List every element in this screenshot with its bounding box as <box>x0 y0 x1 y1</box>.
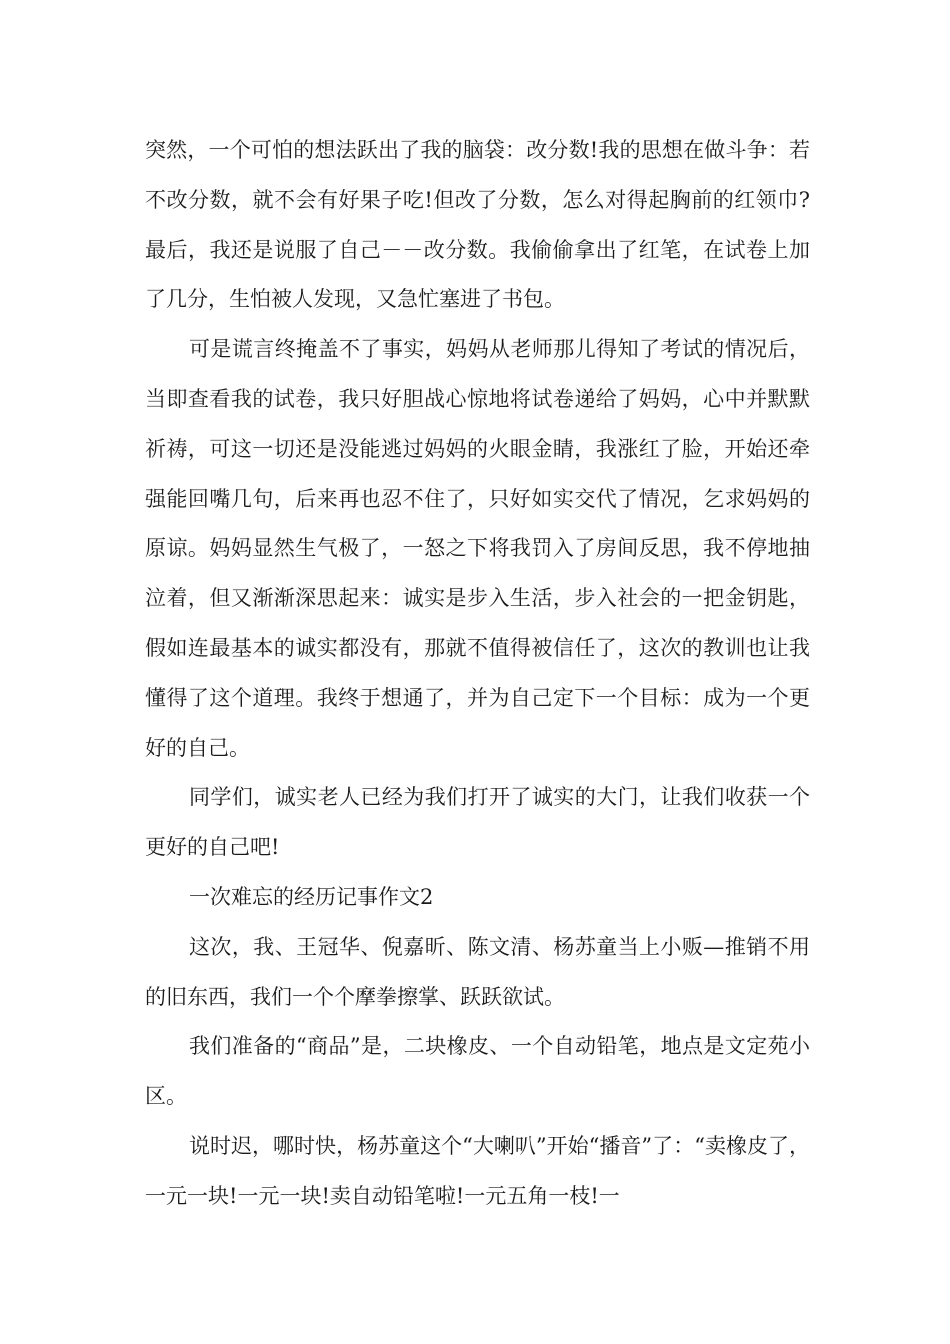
paragraph-1: 突然，一个可怕的想法跃出了我的脑袋：改分数!我的思想在做斗争：若不改分数，就不会有好果子吃!但改了分数，怎么对得起胸前的红领巾?最后，我还是说服了自己－－改分数。我偷偷拿出了红笔，在试卷上加了几分，生怕被人发现，又急忙塞进了书包。 <box>145 138 810 312</box>
section-heading: 一次难忘的经历记事作文2 <box>189 884 434 909</box>
paragraph-4: 这次，我、王冠华、倪嘉昕、陈文清、杨苏童当上小贩—推销不用的旧东西，我们一个个摩拳擦掌、跃跃欲试。 <box>145 934 810 1009</box>
document-body <box>145 126 810 1222</box>
paragraph-2: 可是谎言终掩盖不了事实，妈妈从老师那儿得知了考试的情况后，当即查看我的试卷，我只好胆战心惊地将试卷递给了妈妈，心中并默默祈祷，可这一切还是没能逃过妈妈的火眼金睛，我涨红了脸，开始还牵强能回嘴几句，后来再也忍不住了，只好如实交代了情况，乞求妈妈的原谅。妈妈显然生气极了，一怒之下将我罚入了房间反思，我不停地抽泣着，但又渐渐深思起来：诚实是步入生活，步入社会的一把金钥匙，假如连最基本的诚实都没有，那就不值得被信任了，这次的教训也让我懂得了这个道理。我终于想通了，并为自己定下一个目标：成为一个更好的自己。 <box>145 337 810 760</box>
paragraph-6: 说时迟，哪时快，杨苏童这个“大喇叭”开始“播音”了：“卖橡皮了，一元一块!一元一块!卖自动铅笔啦!一元五角一枝!一 <box>145 1133 810 1208</box>
paragraph-5: 我们准备的“商品”是，二块橡皮、一个自动铅笔，地点是文定苑小区。 <box>145 1034 810 1109</box>
paragraph-3: 同学们，诚实老人已经为我们打开了诚实的大门，让我们收获一个更好的自己吧! <box>145 785 810 860</box>
